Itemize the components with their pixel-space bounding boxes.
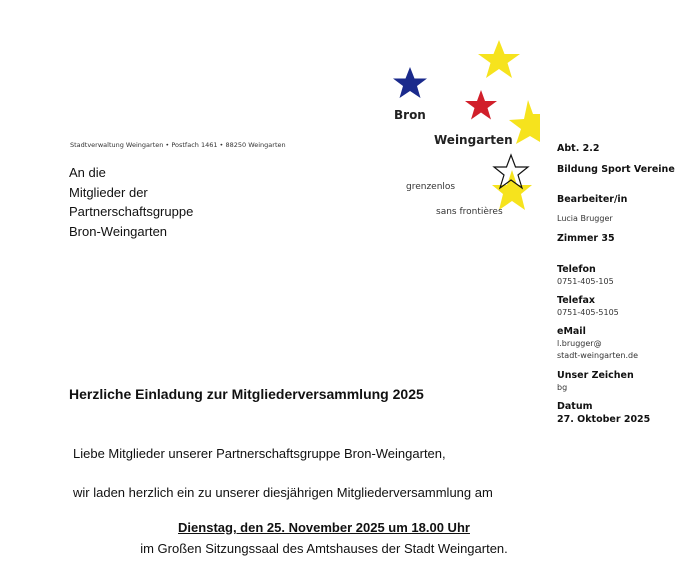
yellow-lower-star-icon: [492, 170, 532, 210]
fax-label: Telefax: [557, 295, 596, 306]
letter-intro: wir laden herzlich ein zu unserer diesjährigen Mitgliederversammlung am: [73, 485, 493, 500]
phone-label: Telefon: [557, 264, 596, 275]
recipient-line-2: Mitglieder der: [69, 184, 148, 200]
red-star-icon: [465, 90, 497, 120]
logo-text-bron: Bron: [394, 108, 426, 122]
logo-text-weingarten: Weingarten: [434, 133, 513, 147]
logo-tagline-german: grenzenlos: [406, 182, 456, 192]
fax-number: 0751-405-5105: [557, 308, 619, 317]
recipient-address: [69, 163, 193, 241]
reference-value: bg: [557, 383, 568, 392]
yellow-partial-star-icon: [509, 100, 540, 144]
date-label: Datum: [557, 401, 593, 412]
blue-star-icon: [393, 67, 427, 98]
phone-number: 0751-405-105: [557, 277, 614, 286]
partnership-logo: [380, 30, 540, 225]
editor-label: Bearbeiter/in: [557, 194, 628, 205]
department-name: Bildung Sport Vereine: [557, 164, 675, 175]
event-place: im Großen Sitzungssaal des Amtshauses der Stadt Weingarten.: [140, 541, 508, 556]
sender-address-line: Stadtverwaltung Weingarten • Postfach 1461 • 88250 Weingarten: [70, 141, 286, 149]
email-line-2[interactable]: stadt-weingarten.de: [557, 351, 639, 360]
letter-subject: Herzliche Einladung zur Mitgliederversammlung 2025: [69, 386, 424, 402]
department-code: Abt. 2.2: [557, 143, 600, 154]
email-line-1[interactable]: l.brugger@: [557, 339, 602, 348]
email-label: eMail: [557, 326, 586, 337]
logo-tagline-french: sans frontières: [436, 207, 503, 217]
event-date: Dienstag, den 25. November 2025 um 18.00 Uhr: [178, 520, 470, 535]
recipient-line-3: Partnerschaftsgruppe: [69, 204, 194, 219]
recipient-line-1: An die: [69, 165, 106, 180]
recipient-line-4: Bron-Weingarten: [69, 223, 168, 239]
editor-name: Lucia Brugger: [557, 214, 613, 223]
logo-stars-graphic: [380, 30, 540, 225]
letter-salutation: Liebe Mitglieder unserer Partnerschaftsgruppe Bron-Weingarten,: [73, 446, 446, 461]
yellow-star-icon: [478, 40, 520, 78]
letter-date: 27. Oktober 2025: [557, 414, 651, 425]
reference-label: Unser Zeichen: [557, 370, 634, 381]
room-number: Zimmer 35: [557, 233, 615, 244]
